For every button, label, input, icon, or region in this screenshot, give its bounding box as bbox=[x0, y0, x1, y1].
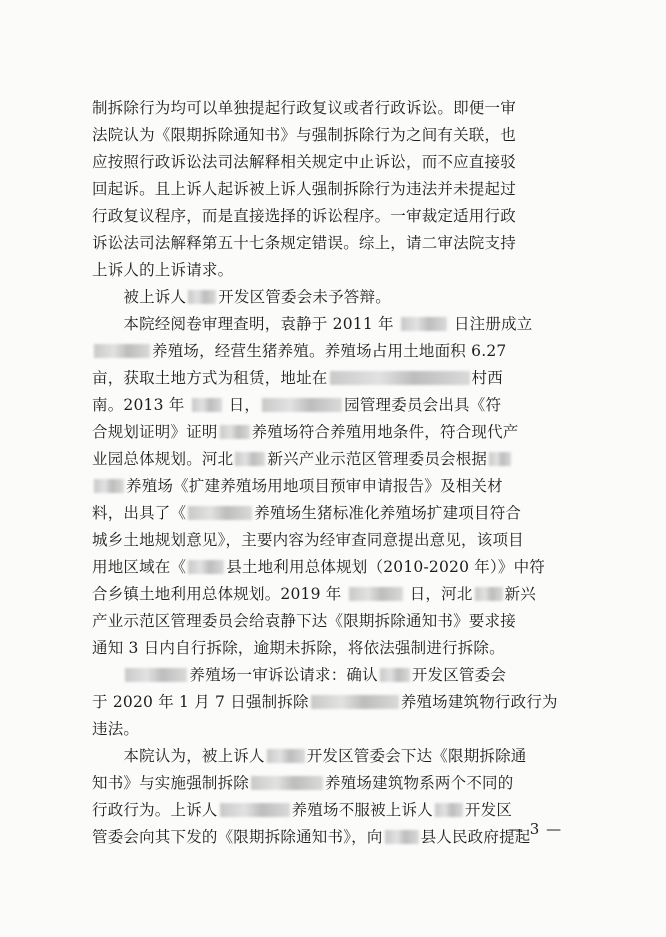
redacted-text bbox=[401, 317, 447, 331]
redacted-text bbox=[188, 290, 216, 304]
text-segment: 养殖场《扩建养殖场用地项目预审申请报告》及相关材 bbox=[126, 477, 503, 495]
text-segment: 行政行为。上诉人 bbox=[92, 801, 218, 819]
text-line bbox=[92, 311, 572, 338]
text-segment: 诉讼法司法解释第五十七条规定错误。综上，请二审法院支持 bbox=[92, 234, 516, 252]
text-segment: 养殖场一审诉讼请求：确认 bbox=[189, 666, 378, 684]
text-segment: 养殖场，经营生猪养殖。养殖场占用土地面积 6.27 bbox=[152, 342, 507, 360]
text-segment: 日，河北 bbox=[404, 585, 473, 603]
text-segment: 养殖场生猪标准化养殖场扩建项目符合 bbox=[254, 504, 522, 522]
text-segment: 违法。 bbox=[92, 720, 140, 738]
text-segment: 养殖场建筑物行政行为 bbox=[400, 693, 558, 711]
text-segment: 县人民政府提起 bbox=[420, 828, 531, 846]
text-line bbox=[92, 689, 572, 716]
text-segment: 回起诉。且上诉人起诉被上诉人强制拆除行为违法并未提起过 bbox=[92, 180, 516, 198]
text-line bbox=[92, 662, 572, 689]
redacted-text bbox=[188, 506, 252, 520]
text-segment: 合乡镇土地利用总体规划。2019 年 bbox=[92, 585, 347, 603]
text-line bbox=[92, 824, 572, 851]
text-segment: 上诉人的上诉请求。 bbox=[92, 261, 234, 279]
text-segment: 法院认为《限期拆除通知书》与强制拆除行为之间有关联，也 bbox=[92, 126, 516, 144]
text-segment: 料，出具了《 bbox=[92, 504, 187, 522]
text-line bbox=[92, 257, 572, 284]
text-segment: 城乡土地规划意见》，主要内容为经审查同意提出意见，该项目 bbox=[92, 531, 524, 549]
text-segment: 本院认为，被上诉人 bbox=[92, 747, 265, 765]
redacted-text bbox=[311, 695, 399, 709]
text-segment: 知书》与实施强制拆除 bbox=[92, 774, 250, 792]
text-line bbox=[92, 527, 572, 554]
redacted-text bbox=[235, 452, 265, 466]
redacted-text bbox=[192, 398, 222, 412]
text-segment bbox=[92, 666, 123, 684]
text-segment: 新兴产业示范区管理委员会根据 bbox=[267, 450, 488, 468]
text-segment: 被上诉人 bbox=[92, 288, 187, 306]
redacted-text bbox=[349, 587, 403, 601]
text-line bbox=[92, 500, 572, 527]
text-segment: 开发区管委会下达《限期拆除通 bbox=[306, 747, 527, 765]
text-segment: 园管理委员会出具《符 bbox=[344, 396, 502, 414]
text-segment: 本院经阅卷审理查明，袁静于 2011 年 bbox=[92, 315, 399, 333]
text-line bbox=[92, 284, 572, 311]
redacted-text bbox=[220, 425, 250, 439]
text-segment: 通知 3 日内自行拆除，逾期未拆除，将依法强制进行拆除。 bbox=[92, 639, 505, 657]
text-segment: 新兴 bbox=[504, 585, 536, 603]
text-line bbox=[92, 716, 572, 743]
text-segment: 南。2013 年 bbox=[92, 396, 190, 414]
redacted-text bbox=[94, 344, 150, 358]
text-segment: 县土地利用总体规划（2010-2020 年）》中符 bbox=[226, 558, 546, 576]
text-line bbox=[92, 338, 572, 365]
text-segment: 开发区管委会 bbox=[411, 666, 507, 684]
text-segment: 日， bbox=[223, 396, 261, 414]
redacted-text bbox=[125, 668, 187, 682]
text-line bbox=[92, 608, 572, 635]
redacted-text bbox=[262, 398, 342, 412]
text-segment: 养殖场建筑物系两个不同的 bbox=[325, 774, 514, 792]
text-segment: 村西 bbox=[471, 369, 503, 387]
text-line bbox=[92, 365, 572, 392]
redacted-text bbox=[475, 587, 503, 601]
text-line bbox=[92, 797, 572, 824]
text-line bbox=[92, 230, 572, 257]
text-line bbox=[92, 770, 572, 797]
text-segment: 用地区域在《 bbox=[92, 558, 187, 576]
text-line bbox=[92, 176, 572, 203]
document-body bbox=[92, 95, 572, 851]
text-segment: 开发区管委会未予答辩。 bbox=[218, 288, 391, 306]
page-number: — 3 — bbox=[508, 820, 563, 838]
text-segment: 业园总体规划。河北 bbox=[92, 450, 234, 468]
text-segment: 于 2020 年 1 月 7 日强制拆除 bbox=[92, 693, 309, 711]
redacted-text bbox=[188, 560, 224, 574]
redacted-text bbox=[380, 668, 410, 682]
text-segment: 行政复议程序，而是直接选择的诉讼程序。一审裁定适用行政 bbox=[92, 207, 516, 225]
text-segment: 日注册成立 bbox=[448, 315, 533, 333]
redacted-text bbox=[267, 749, 305, 763]
redacted-text bbox=[251, 776, 323, 790]
text-line bbox=[92, 95, 572, 122]
redacted-text bbox=[385, 830, 419, 844]
text-segment: 开发区 bbox=[464, 801, 513, 819]
redacted-text bbox=[489, 452, 511, 466]
text-segment: 养殖场不服被上诉人 bbox=[291, 801, 433, 819]
text-line bbox=[92, 635, 572, 662]
text-segment: 管委会向其下发的《限期拆除通知书》，向 bbox=[92, 828, 383, 846]
text-line bbox=[92, 743, 572, 770]
text-line bbox=[92, 203, 572, 230]
text-line bbox=[92, 149, 572, 176]
text-line bbox=[92, 473, 572, 500]
text-line bbox=[92, 446, 572, 473]
text-segment: 应按照行政诉讼法司法解释相关规定中止诉讼，而不应直接驳 bbox=[92, 153, 516, 171]
text-segment: 产业示范区管理委员会给袁静下达《限期拆除通知书》要求接 bbox=[92, 612, 516, 630]
text-line bbox=[92, 122, 572, 149]
text-segment: 制拆除行为均可以单独提起行政复议或者行政诉讼。即便一审 bbox=[92, 99, 516, 117]
text-segment: 合规划证明》证明 bbox=[92, 423, 218, 441]
text-segment: 养殖场符合养殖用地条件，符合现代产 bbox=[251, 423, 519, 441]
redacted-text bbox=[330, 371, 470, 385]
text-line bbox=[92, 554, 572, 581]
redacted-text bbox=[220, 803, 290, 817]
text-line bbox=[92, 392, 572, 419]
redacted-text bbox=[94, 479, 124, 493]
text-line bbox=[92, 419, 572, 446]
text-segment: 亩，获取土地方式为租赁，地址在 bbox=[92, 369, 328, 387]
text-line bbox=[92, 581, 572, 608]
redacted-text bbox=[435, 803, 463, 817]
